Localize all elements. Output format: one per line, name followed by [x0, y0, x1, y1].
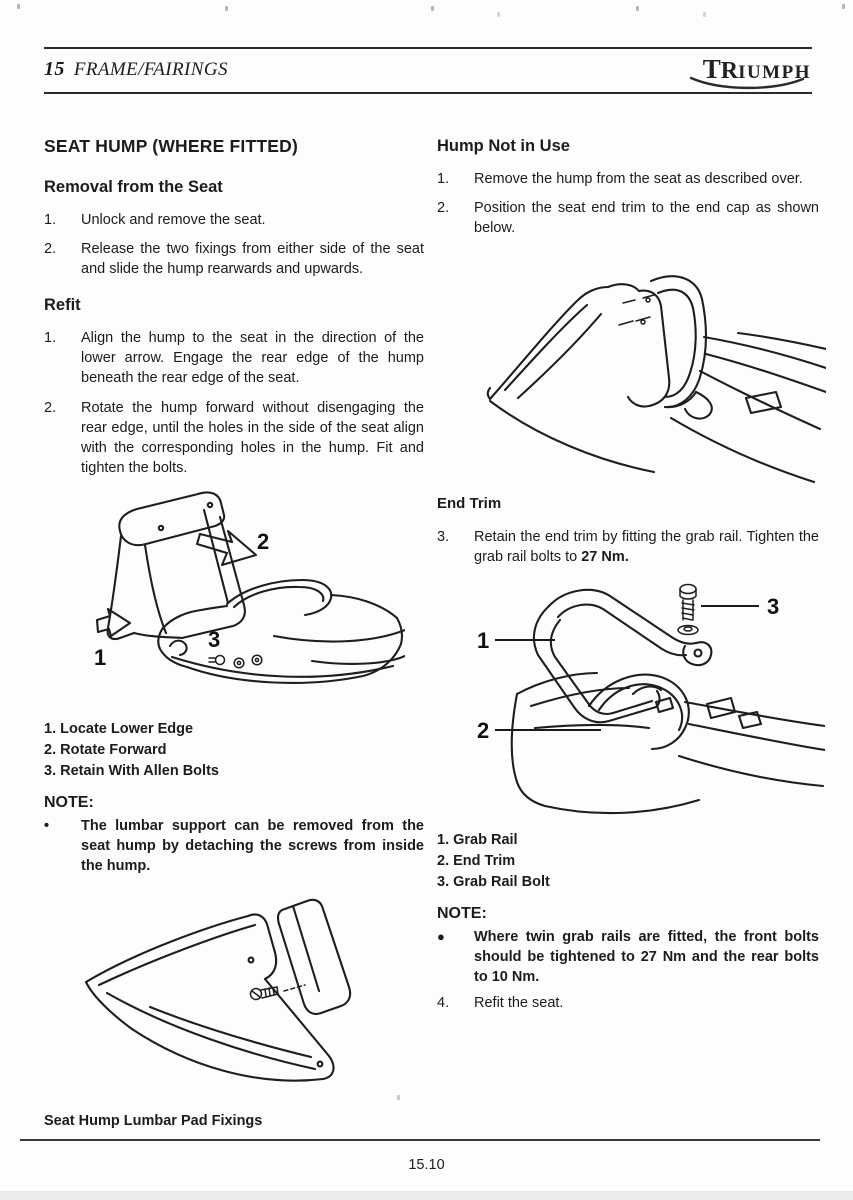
logo-letter: T — [702, 54, 721, 84]
step-text: Release the two fixings from either side of the seat and slide the hump rearwards and upwards. — [81, 241, 424, 277]
note-heading: NOTE: — [44, 794, 94, 811]
figure-hump-refit-drawing — [60, 487, 405, 702]
logo-letter: R — [720, 58, 739, 84]
legend-line: 1. Grab Rail — [437, 832, 518, 848]
header-rule-top — [44, 47, 812, 49]
step-number: 4. — [437, 995, 450, 1011]
numbered-step — [437, 993, 819, 1013]
step-text: Rotate the hump forward without disengaging the rear edge, until the holes in the side of the seat align with the corresponding holes in the hump. Fit and tighten the bolts. — [81, 400, 424, 476]
bullet-icon: ● — [437, 929, 445, 944]
figure-lumbar-pad — [58, 890, 424, 1095]
scan-artifact — [636, 6, 639, 11]
figure-grab-rail-drawing — [437, 576, 825, 824]
figure1-callout-2: 2 — [257, 529, 270, 554]
step-number: 2. — [44, 400, 57, 416]
step-number: 2. — [437, 200, 450, 216]
figure2-caption: Seat Hump Lumbar Pad Fixings — [44, 1113, 263, 1129]
logo-swoosh-icon — [687, 76, 807, 92]
legend-line: 3. Grab Rail Bolt — [437, 874, 550, 890]
figure4-callout-3: 3 — [767, 594, 780, 619]
scan-edge — [0, 1191, 853, 1200]
hump-not-in-use-heading: Hump Not in Use — [437, 137, 570, 155]
section-title: SEAT HUMP (WHERE FITTED) — [44, 136, 299, 156]
hump-not-in-use-steps — [437, 169, 819, 238]
step-text: Unlock and remove the seat. — [81, 212, 266, 228]
step-number: 2. — [44, 241, 57, 257]
torque-value: 27 Nm. — [581, 549, 629, 565]
final-step — [437, 993, 819, 1013]
numbered-step — [44, 398, 424, 478]
note-text: Where twin grab rails are fitted, the front bolts should be tightened to 27 Nm and the rear bolts to 10 Nm. — [474, 929, 819, 985]
figure-end-trim-drawing — [438, 251, 826, 485]
scan-artifact — [497, 12, 500, 17]
refit-steps — [44, 328, 424, 478]
removal-steps — [44, 210, 424, 279]
figure-end-trim-position — [438, 251, 819, 485]
figure4-legend — [437, 830, 819, 893]
step-text-plain: Retain the end trim by fitting the grab rail. Tighten the grab rail bolts to — [474, 529, 819, 565]
note-heading: NOTE: — [437, 905, 487, 922]
figure4-callout-1: 1 — [477, 628, 490, 653]
end-trim-heading: End Trim — [437, 495, 502, 512]
scan-artifact — [431, 6, 434, 11]
legend-line: 2. End Trim — [437, 853, 516, 869]
step-text — [474, 527, 819, 567]
end-trim-steps — [437, 527, 819, 567]
logo-letters: IUMPH — [738, 62, 811, 83]
scan-artifact — [703, 12, 706, 17]
figure4-callout-2: 2 — [477, 718, 490, 743]
refit-heading: Refit — [44, 296, 81, 314]
numbered-step — [437, 169, 819, 189]
scan-artifact — [225, 6, 228, 11]
triumph-logo — [641, 54, 811, 90]
legend-line: 3. Retain With Allen Bolts — [44, 763, 219, 779]
step-text: Align the hump to the seat in the direction of the lower arrow. Engage the rear edge of the hump beneath the rear edge of the seat. — [81, 330, 424, 386]
figure-hump-refit — [60, 487, 424, 702]
removal-heading: Removal from the Seat — [44, 178, 223, 196]
step-text: Refit the seat. — [474, 995, 564, 1011]
chapter-heading — [44, 58, 228, 81]
chapter-title: FRAME/FAIRINGS — [73, 59, 228, 80]
figure-grab-rail — [437, 576, 819, 824]
numbered-step — [437, 527, 819, 567]
step-number: 1. — [44, 330, 57, 346]
figure-lumbar-pad-drawing — [58, 890, 398, 1095]
note-bullet-item — [44, 816, 424, 876]
note-bullet-item — [437, 927, 819, 987]
legend-line: 1. Locate Lower Edge — [44, 721, 194, 737]
step-text: Position the seat end trim to the end cap as shown below. — [474, 200, 819, 236]
scan-artifact — [842, 4, 845, 9]
scan-artifact — [17, 4, 20, 9]
footer-rule — [20, 1139, 820, 1141]
bullet-icon: • — [44, 818, 50, 834]
legend-line: 2. Rotate Forward — [44, 742, 167, 758]
numbered-step — [44, 239, 424, 279]
header-rule-bottom — [44, 92, 812, 94]
chapter-number: 15 — [44, 58, 65, 80]
page-number: 15.10 — [408, 1157, 445, 1173]
figure1-legend — [44, 719, 424, 782]
numbered-step — [44, 328, 424, 388]
step-text: Remove the hump from the seat as described over. — [474, 171, 803, 187]
numbered-step — [437, 198, 819, 238]
numbered-step — [44, 210, 424, 230]
step-number: 1. — [44, 212, 57, 228]
left-column — [44, 130, 424, 1131]
figure1-callout-1: 1 — [94, 645, 107, 670]
figure1-callout-3: 3 — [208, 627, 221, 652]
note-text: The lumbar support can be removed from the seat hump by detaching the screws from inside the hump. — [81, 818, 424, 874]
step-number: 1. — [437, 171, 450, 187]
right-column — [437, 130, 819, 1022]
step-number: 3. — [437, 529, 450, 545]
